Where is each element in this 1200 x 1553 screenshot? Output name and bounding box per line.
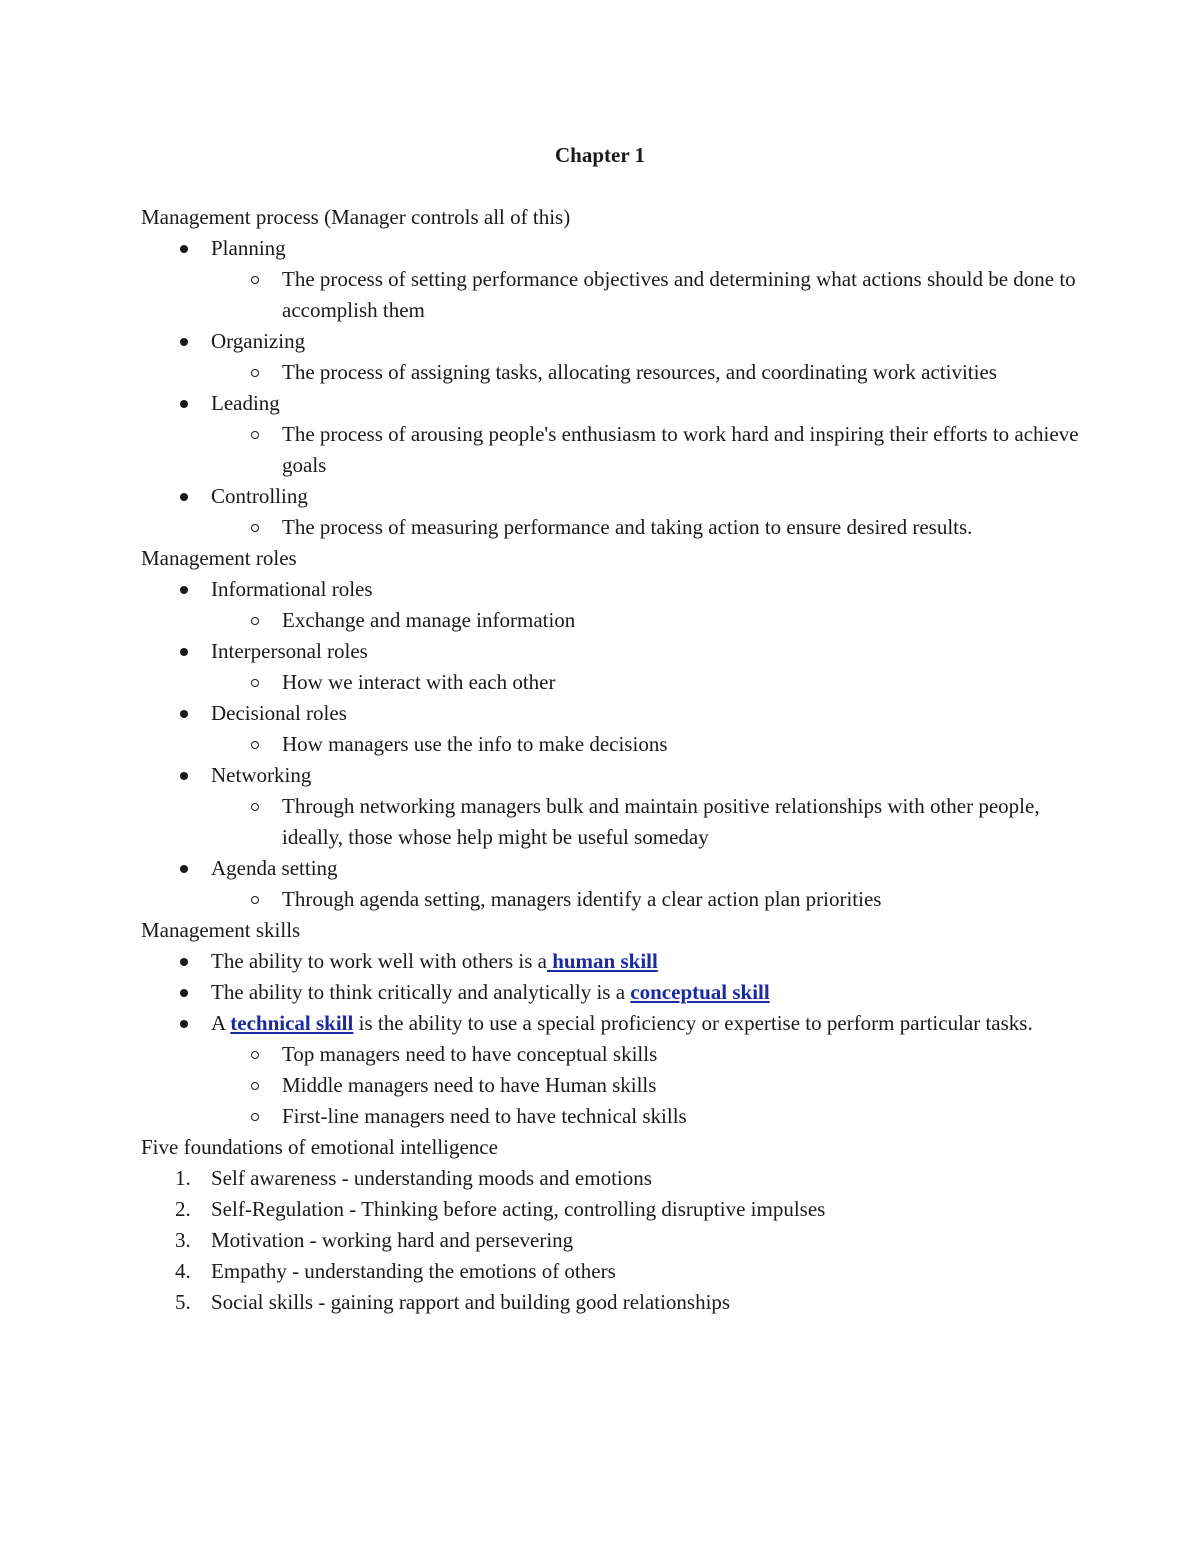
section-heading-skills: Management skills bbox=[141, 918, 301, 942]
technical-skill-link[interactable]: technical skill bbox=[230, 1011, 354, 1035]
roles-list bbox=[141, 574, 1081, 915]
bullet-circle-icon bbox=[251, 896, 259, 904]
list-subitem: Exchange and manage information bbox=[141, 605, 1081, 636]
list-subitem: Middle managers need to have Human skills bbox=[141, 1070, 1081, 1101]
bullet-circle-icon bbox=[251, 1113, 259, 1121]
item-number: 3. bbox=[175, 1228, 191, 1252]
item-number: 5. bbox=[175, 1290, 191, 1314]
ei-list bbox=[141, 1163, 1081, 1318]
bullet-circle-icon bbox=[251, 679, 259, 687]
list-item: Informational roles bbox=[141, 574, 1081, 605]
list-subitem: The process of assigning tasks, allocating resources, and coordinating work activities bbox=[141, 357, 1081, 388]
page-title: Chapter 1 bbox=[554, 143, 646, 167]
bullet-disc-icon bbox=[180, 772, 188, 780]
bullet-disc-icon bbox=[180, 400, 188, 408]
bullet-disc-icon bbox=[180, 648, 188, 656]
bullet-circle-icon bbox=[251, 431, 259, 439]
bullet-disc-icon bbox=[180, 865, 188, 873]
bullet-disc-icon bbox=[180, 586, 188, 594]
bullet-circle-icon bbox=[251, 803, 259, 811]
list-item: The ability to think critically and analytically is a conceptual skill bbox=[141, 977, 1081, 1008]
bullet-circle-icon bbox=[251, 741, 259, 749]
numbered-item: 2. Self-Regulation - Thinking before acting, controlling disruptive impulses bbox=[141, 1194, 1081, 1225]
list-subitem: How we interact with each other bbox=[141, 667, 1081, 698]
list-subitem: Through agenda setting, managers identify a clear action plan priorities bbox=[141, 884, 1081, 915]
list-item: Controlling bbox=[141, 481, 1081, 512]
item-number: 1. bbox=[175, 1166, 191, 1190]
item-number: 4. bbox=[175, 1259, 191, 1283]
bullet-disc-icon bbox=[180, 958, 188, 966]
numbered-item: 1. Self awareness - understanding moods and emotions bbox=[141, 1163, 1081, 1194]
list-item: A technical skill is the ability to use a special proficiency or expertise to perform particular tasks. bbox=[141, 1008, 1081, 1039]
list-item: Networking bbox=[141, 760, 1081, 791]
list-item: Organizing bbox=[141, 326, 1081, 357]
conceptual-skill-link[interactable]: conceptual skill bbox=[630, 980, 770, 1004]
bullet-circle-icon bbox=[251, 276, 259, 284]
list-item: Interpersonal roles bbox=[141, 636, 1081, 667]
list-item: Agenda setting bbox=[141, 853, 1081, 884]
section-heading-ei: Five foundations of emotional intelligence bbox=[141, 1135, 498, 1159]
bullet-disc-icon bbox=[180, 710, 188, 718]
bullet-disc-icon bbox=[180, 1020, 188, 1028]
list-subitem: The process of arousing people's enthusiasm to work hard and inspiring their efforts to achieve goals bbox=[141, 419, 1081, 481]
skills-list bbox=[141, 946, 1081, 1132]
process-list bbox=[141, 233, 1081, 543]
numbered-item: 4. Empathy - understanding the emotions of others bbox=[141, 1256, 1081, 1287]
list-item: Leading bbox=[141, 388, 1081, 419]
numbered-item: 3. Motivation - working hard and persevering bbox=[141, 1225, 1081, 1256]
list-subitem: The process of measuring performance and taking action to ensure desired results. bbox=[141, 512, 1081, 543]
bullet-disc-icon bbox=[180, 338, 188, 346]
list-subitem: Through networking managers bulk and maintain positive relationships with other people, ideally, those whose help might be useful someday bbox=[141, 791, 1081, 853]
bullet-disc-icon bbox=[180, 245, 188, 253]
numbered-item: 5. Social skills - gaining rapport and building good relationships bbox=[141, 1287, 1081, 1318]
item-number: 2. bbox=[175, 1197, 191, 1221]
list-subitem: The process of setting performance objectives and determining what actions should be done to accomplish them bbox=[141, 264, 1081, 326]
list-subitem: How managers use the info to make decisions bbox=[141, 729, 1081, 760]
list-item: The ability to work well with others is a human skill bbox=[141, 946, 1081, 977]
bullet-circle-icon bbox=[251, 369, 259, 377]
bullet-circle-icon bbox=[251, 1082, 259, 1090]
bullet-circle-icon bbox=[251, 1051, 259, 1059]
bullet-disc-icon bbox=[180, 989, 188, 997]
section-heading-process: Management process (Manager controls all of this) bbox=[141, 205, 571, 229]
human-skill-link[interactable]: human skill bbox=[546, 949, 658, 973]
list-subitem: First-line managers need to have technical skills bbox=[141, 1101, 1081, 1132]
document-body bbox=[141, 202, 1081, 1318]
list-item: Planning bbox=[141, 233, 1081, 264]
bullet-circle-icon bbox=[251, 524, 259, 532]
bullet-circle-icon bbox=[251, 617, 259, 625]
list-subitem: Top managers need to have conceptual skills bbox=[141, 1039, 1081, 1070]
list-item: Decisional roles bbox=[141, 698, 1081, 729]
bullet-disc-icon bbox=[180, 493, 188, 501]
section-heading-roles: Management roles bbox=[141, 546, 297, 570]
